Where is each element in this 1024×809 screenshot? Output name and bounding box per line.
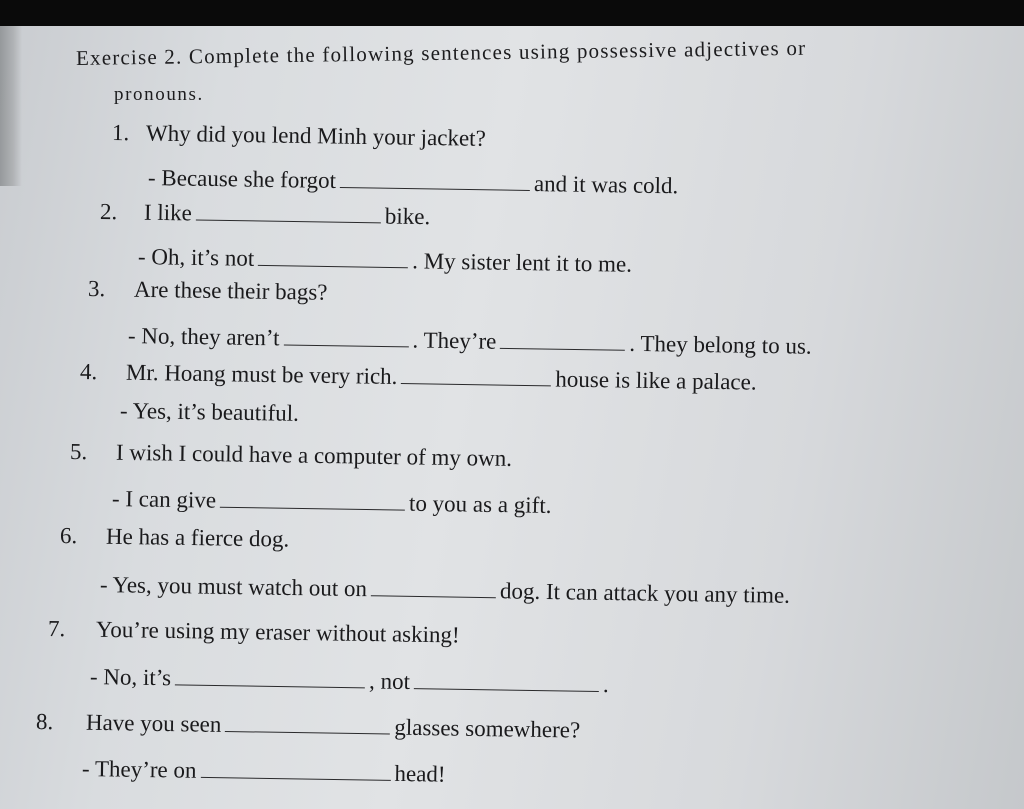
answer-text: - No, they aren’t (127, 323, 280, 351)
answer-blank[interactable] (371, 573, 496, 598)
item-8-question (36, 706, 581, 744)
exercise-heading: Exercise 2. Complete the following sentences using possessive adjectives or (75, 35, 807, 70)
answer-blank[interactable] (200, 755, 390, 781)
answer-text: - They’re on (81, 756, 197, 783)
worksheet-page (0, 26, 1024, 809)
item-5-question (70, 439, 512, 472)
item-1-question (112, 120, 486, 152)
item-number: 7. (47, 616, 66, 642)
item-8-answer (82, 753, 446, 788)
answer-text: - Yes, it’s beautiful. (119, 398, 300, 426)
answer-text: head! (394, 760, 446, 787)
item-6-answer (100, 569, 790, 609)
question-blank[interactable] (196, 198, 381, 224)
question-text: glasses somewhere? (394, 714, 581, 743)
answer-text: . (602, 672, 609, 698)
answer-text: . They’re (412, 327, 497, 354)
question-text: Have you seen (85, 709, 222, 737)
question-text: house is like a palace. (555, 366, 757, 395)
question-text: I wish I could have a computer of my own. (115, 439, 513, 471)
item-number: 4. (79, 359, 98, 385)
question-text: He has a fierce dog. (105, 523, 290, 552)
item-2-answer (138, 241, 632, 278)
answer-blank[interactable] (220, 485, 405, 511)
answer-blank[interactable] (340, 165, 530, 191)
question-blank[interactable] (401, 361, 551, 386)
item-5-answer (112, 483, 552, 519)
answer-blank[interactable] (500, 326, 625, 351)
item-4-answer (120, 398, 299, 427)
item-7-answer (90, 661, 609, 698)
answer-text: . My sister lent it to me. (412, 248, 633, 277)
answer-text: . They belong to us. (629, 330, 812, 359)
item-7-question (48, 616, 460, 648)
item-3-question (88, 276, 328, 306)
answer-text: and it was cold. (533, 171, 679, 199)
question-text: bike. (384, 203, 431, 230)
item-3-answer (128, 320, 812, 360)
answer-text: - Oh, it’s not (137, 244, 255, 271)
page-shadow-edge (0, 26, 22, 186)
answer-text: - Yes, you must watch out on (99, 572, 368, 602)
answer-text: - I can give (111, 486, 217, 513)
exercise-heading-continued: pronouns. (114, 84, 204, 105)
answer-text: - Because she forgot (147, 165, 337, 193)
answer-blank[interactable] (175, 662, 365, 688)
item-number: 2. (99, 199, 118, 225)
answer-text: , not (368, 668, 411, 695)
item-number: 6. (59, 523, 78, 549)
question-blank[interactable] (225, 709, 390, 735)
answer-text: - No, it’s (89, 664, 172, 691)
question-text: Mr. Hoang must be very rich. (125, 359, 398, 389)
answer-blank[interactable] (414, 666, 599, 692)
question-text: Why did you lend Minh your jacket? (145, 120, 486, 151)
item-2-question (100, 196, 431, 230)
question-text: You’re using my eraser without asking! (95, 616, 460, 648)
item-4-question (80, 356, 757, 396)
answer-text: dog. It can attack you any time. (499, 578, 791, 608)
item-number: 5. (69, 439, 88, 465)
question-text: Are these their bags? (133, 276, 328, 305)
answer-blank[interactable] (258, 243, 408, 268)
item-number: 8. (35, 709, 54, 735)
item-number: 1. (111, 120, 130, 146)
item-number: 3. (87, 276, 106, 302)
answer-blank[interactable] (283, 322, 408, 347)
question-text: I like (143, 199, 193, 226)
answer-text: to you as a gift. (408, 490, 552, 518)
item-6-question (60, 523, 290, 553)
item-1-answer (148, 162, 679, 199)
